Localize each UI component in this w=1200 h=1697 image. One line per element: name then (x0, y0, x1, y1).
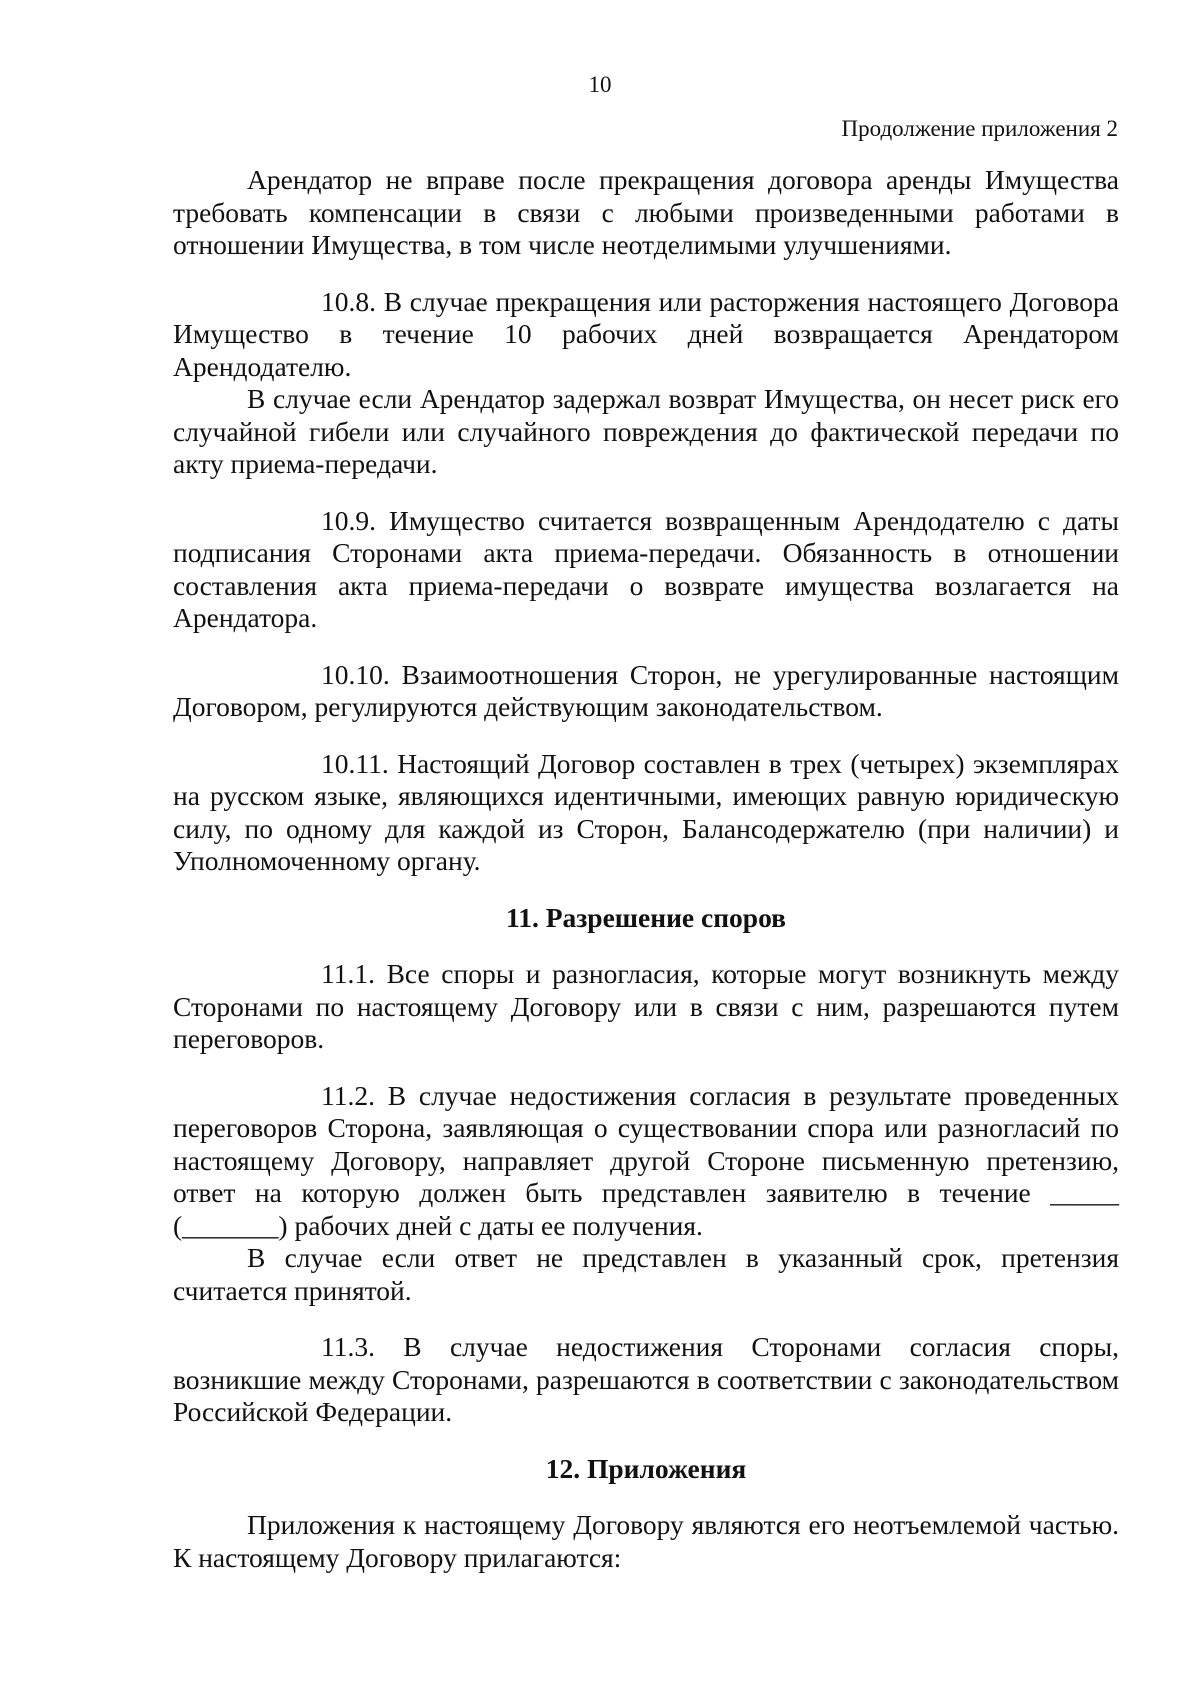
paragraph-12: Приложения к настоящему Договору являются его неотъемлемой частью. К настоящему Договору прилагаются: (173, 1509, 1119, 1573)
paragraph-10-8-continuation: В случае если Арендатор задержал возврат Имущества, он несет риск его случайной гибели или случайного повреждения до фактической передачи по акту приема-передачи. (173, 383, 1119, 479)
paragraph-10-11 (173, 748, 1119, 878)
page-number: 10 (588, 72, 612, 97)
paragraph-11-2-continuation: В случае если ответ не представлен в указанный срок, претензия считается принятой. (173, 1242, 1119, 1306)
clause-number: 11.2. (321, 1079, 375, 1111)
clause-text: Все споры и разногласия, которые могут возникнуть между Сторонами по настоящему Договору или в связи с ним, разрешаются путем переговоров. (173, 958, 1120, 1054)
clause-text-tail: рабочих дней с даты ее получения. (294, 1209, 703, 1241)
paragraph-10-7-tail: Арендатор не вправе после прекращения договора аренды Имущества требовать компенсации в связи с любыми произведенными работами в отношении Имущества, в том числе неотделимыми улучшениями. (173, 164, 1119, 260)
section-title-12: 12. Приложения (545, 1452, 747, 1484)
days-blank: _____ (_______) (173, 1177, 1120, 1241)
paragraph-10-9 (173, 505, 1119, 635)
clause-number: 11.3. (321, 1331, 375, 1362)
section-title-11: 11. Разрешение споров (505, 901, 787, 933)
clause-text: В случае недостижения согласия в результате проведенных переговоров Сторона, заявляющая о существовании спора или разногласий по настоящему Договору, направляет другой Стороне письменную претензию, ответ на которую должен быть представлен заявителю в течение (173, 1079, 1120, 1208)
paragraph-11-2 (173, 1080, 1119, 1243)
clause-number: 10.8. (321, 285, 376, 317)
paragraph-10-10 (173, 659, 1119, 724)
clause-text: В случае недостижения Сторонами согласия споры, возникшие между Сторонами, разрешаются в соответствии с законодательством Российской Федерации. (173, 1331, 1119, 1427)
clause-number: 10.11. (321, 747, 389, 779)
continuation-note: Продолжение приложения 2 (841, 116, 1118, 141)
clause-number: 10.10. (321, 658, 390, 690)
paragraph-11-3 (173, 1331, 1119, 1429)
paragraph-10-8 (173, 286, 1119, 384)
clause-number: 11.1. (321, 958, 375, 989)
clause-text: Настоящий Договор составлен в трех (четырех) экземплярах на русском языке, являющихся идентичными, имеющих равную юридическую силу, по одному для каждой из Сторон, Балансодержателю (при наличии) и Уполномоченному органу. (173, 747, 1120, 876)
paragraph-11-1 (173, 958, 1119, 1056)
clause-text: В случае прекращения или расторжения настоящего Договора Имущество в течение 10 рабочих дней возвращается Арендатором Арендодателю. (173, 285, 1119, 382)
clause-text: Имущество считается возвращенным Арендодателю с даты подписания Сторонами акта приема-передачи. Обязанность в отношении составления акта приема-передачи о возврате имущества возлагается на Арендатора. (173, 504, 1119, 633)
clause-text: Взаимоотношения Сторон, не урегулированные настоящим Договором, регулируются действующим законодательством. (173, 658, 1119, 722)
document-body (173, 164, 1119, 1574)
clause-number: 10.9. (321, 504, 376, 536)
